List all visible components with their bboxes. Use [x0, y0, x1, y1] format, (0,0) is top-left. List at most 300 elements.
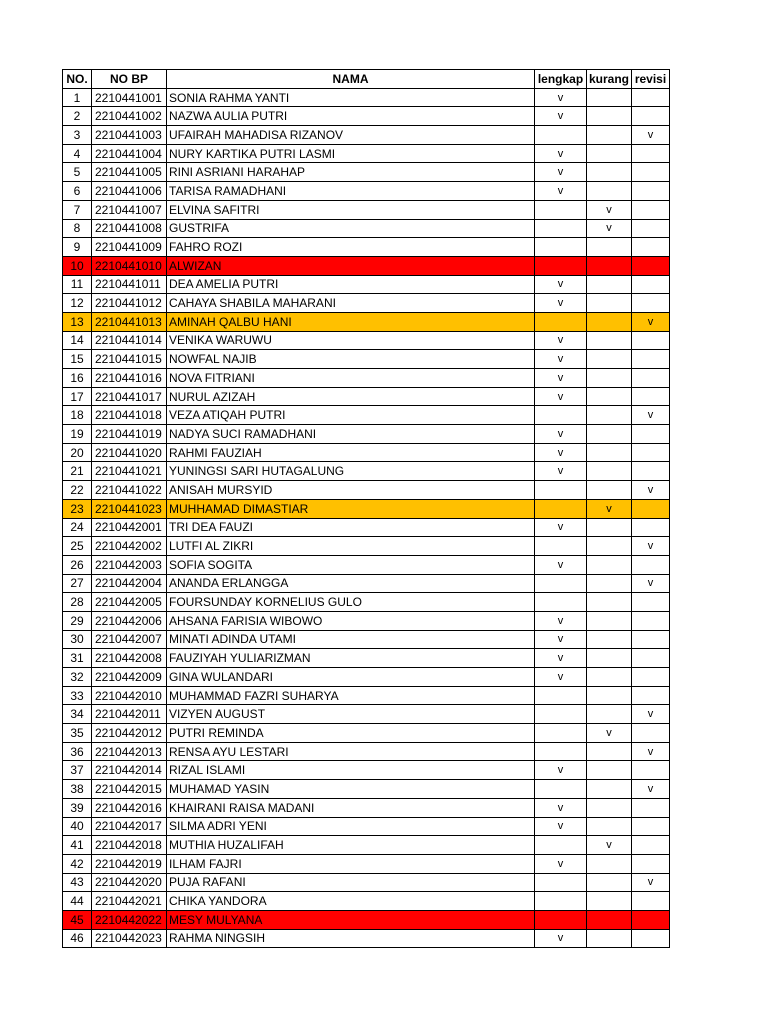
cell-lengkap: v [535, 649, 587, 668]
cell-no-bp: 2210441021 [92, 462, 167, 481]
cell-no-bp: 2210441001 [92, 88, 167, 107]
cell-lengkap [535, 836, 587, 855]
cell-kurang [587, 929, 632, 948]
cell-lengkap [535, 593, 587, 612]
cell-no: 35 [63, 724, 92, 743]
cell-nama: VIZYEN AUGUST [167, 705, 535, 724]
table-row [63, 873, 670, 892]
cell-revisi [632, 798, 670, 817]
cell-nama: TRI DEA FAUZI [167, 518, 535, 537]
cell-no: 6 [63, 182, 92, 201]
cell-revisi: v [632, 481, 670, 500]
cell-kurang: v [587, 499, 632, 518]
cell-kurang [587, 761, 632, 780]
cell-nama: DEA AMELIA PUTRI [167, 275, 535, 294]
cell-kurang [587, 238, 632, 257]
cell-no-bp: 2210442018 [92, 836, 167, 855]
cell-no-bp: 2210442007 [92, 630, 167, 649]
cell-lengkap [535, 910, 587, 929]
cell-revisi [632, 518, 670, 537]
cell-no: 45 [63, 910, 92, 929]
table-row [63, 312, 670, 331]
table-row [63, 668, 670, 687]
cell-lengkap: v [535, 798, 587, 817]
cell-kurang [587, 163, 632, 182]
cell-revisi [632, 686, 670, 705]
table-row [63, 686, 670, 705]
cell-nama: GINA WULANDARI [167, 668, 535, 687]
cell-nama: ANISAH MURSYID [167, 481, 535, 500]
cell-no: 27 [63, 574, 92, 593]
cell-no-bp: 2210441004 [92, 144, 167, 163]
cell-revisi [632, 275, 670, 294]
cell-kurang [587, 256, 632, 275]
cell-revisi [632, 88, 670, 107]
cell-nama: RINI ASRIANI HARAHAP [167, 163, 535, 182]
table-row [63, 499, 670, 518]
cell-lengkap: v [535, 88, 587, 107]
cell-no: 8 [63, 219, 92, 238]
cell-revisi [632, 724, 670, 743]
cell-kurang [587, 798, 632, 817]
cell-revisi [632, 350, 670, 369]
table-row [63, 294, 670, 313]
cell-kurang [587, 668, 632, 687]
table-row [63, 443, 670, 462]
cell-revisi [632, 910, 670, 929]
cell-no-bp: 2210442003 [92, 555, 167, 574]
cell-kurang: v [587, 219, 632, 238]
table-row [63, 593, 670, 612]
cell-nama: MESY MULYANA [167, 910, 535, 929]
cell-nama: NOVA FITRIANI [167, 369, 535, 388]
cell-nama: CAHAYA SHABILA MAHARANI [167, 294, 535, 313]
cell-lengkap: v [535, 611, 587, 630]
cell-no: 2 [63, 107, 92, 126]
cell-lengkap: v [535, 555, 587, 574]
cell-no: 1 [63, 88, 92, 107]
cell-no-bp: 2210442009 [92, 668, 167, 687]
cell-lengkap [535, 892, 587, 911]
header-no-bp: NO BP [92, 70, 167, 89]
cell-no-bp: 2210442016 [92, 798, 167, 817]
cell-no: 10 [63, 256, 92, 275]
table-row [63, 107, 670, 126]
cell-kurang [587, 331, 632, 350]
cell-kurang [587, 742, 632, 761]
cell-lengkap [535, 873, 587, 892]
cell-kurang [587, 462, 632, 481]
cell-kurang [587, 873, 632, 892]
cell-lengkap: v [535, 630, 587, 649]
cell-revisi: v [632, 780, 670, 799]
cell-nama: ANANDA ERLANGGA [167, 574, 535, 593]
cell-nama: AMINAH QALBU HANI [167, 312, 535, 331]
cell-nama: MUHHAMAD DIMASTIAR [167, 499, 535, 518]
header-no: NO. [63, 70, 92, 89]
cell-revisi: v [632, 705, 670, 724]
cell-lengkap [535, 742, 587, 761]
cell-lengkap [535, 499, 587, 518]
cell-no: 26 [63, 555, 92, 574]
table-row [63, 798, 670, 817]
cell-kurang [587, 611, 632, 630]
cell-kurang [587, 88, 632, 107]
table-row [63, 406, 670, 425]
cell-lengkap [535, 200, 587, 219]
cell-lengkap [535, 537, 587, 556]
cell-no: 29 [63, 611, 92, 630]
table-row [63, 182, 670, 201]
cell-no-bp: 2210442019 [92, 854, 167, 873]
table-row [63, 219, 670, 238]
cell-kurang [587, 686, 632, 705]
cell-no: 33 [63, 686, 92, 705]
cell-lengkap [535, 686, 587, 705]
cell-no: 23 [63, 499, 92, 518]
cell-lengkap: v [535, 854, 587, 873]
cell-nama: SONIA RAHMA YANTI [167, 88, 535, 107]
cell-no-bp: 2210442023 [92, 929, 167, 948]
cell-kurang [587, 294, 632, 313]
cell-no: 43 [63, 873, 92, 892]
cell-lengkap: v [535, 668, 587, 687]
cell-lengkap: v [535, 518, 587, 537]
table-row [63, 350, 670, 369]
cell-lengkap [535, 126, 587, 145]
cell-lengkap: v [535, 761, 587, 780]
cell-lengkap: v [535, 369, 587, 388]
cell-kurang [587, 406, 632, 425]
cell-no-bp: 2210441008 [92, 219, 167, 238]
cell-revisi [632, 294, 670, 313]
cell-kurang [587, 555, 632, 574]
cell-kurang [587, 312, 632, 331]
cell-nama: AHSANA FARISIA WIBOWO [167, 611, 535, 630]
cell-lengkap: v [535, 163, 587, 182]
cell-revisi [632, 107, 670, 126]
cell-no: 20 [63, 443, 92, 462]
cell-no-bp: 2210441002 [92, 107, 167, 126]
cell-lengkap: v [535, 443, 587, 462]
cell-kurang [587, 854, 632, 873]
table-row [63, 387, 670, 406]
cell-lengkap: v [535, 107, 587, 126]
cell-no-bp: 2210441023 [92, 499, 167, 518]
header-row [63, 70, 670, 89]
cell-no-bp: 2210441012 [92, 294, 167, 313]
table-row [63, 238, 670, 257]
cell-no-bp: 2210442021 [92, 892, 167, 911]
cell-no: 25 [63, 537, 92, 556]
cell-revisi [632, 182, 670, 201]
cell-revisi [632, 331, 670, 350]
cell-revisi [632, 817, 670, 836]
cell-revisi [632, 761, 670, 780]
table-row [63, 518, 670, 537]
cell-nama: RIZAL ISLAMI [167, 761, 535, 780]
cell-no: 13 [63, 312, 92, 331]
cell-no: 46 [63, 929, 92, 948]
cell-kurang [587, 910, 632, 929]
table-row [63, 88, 670, 107]
cell-nama: NURY KARTIKA PUTRI LASMI [167, 144, 535, 163]
cell-no: 31 [63, 649, 92, 668]
cell-kurang: v [587, 200, 632, 219]
cell-kurang [587, 144, 632, 163]
cell-no: 19 [63, 425, 92, 444]
cell-nama: UFAIRAH MAHADISA RIZANOV [167, 126, 535, 145]
table-row [63, 126, 670, 145]
cell-no-bp: 2210441014 [92, 331, 167, 350]
table-row [63, 574, 670, 593]
table-row [63, 481, 670, 500]
cell-revisi [632, 369, 670, 388]
cell-revisi: v [632, 574, 670, 593]
cell-nama: NADYA SUCI RAMADHANI [167, 425, 535, 444]
cell-nama: SOFIA SOGITA [167, 555, 535, 574]
cell-no: 37 [63, 761, 92, 780]
cell-no-bp: 2210441010 [92, 256, 167, 275]
table-row [63, 537, 670, 556]
cell-lengkap: v [535, 331, 587, 350]
cell-no-bp: 2210442002 [92, 537, 167, 556]
cell-nama: PUJA RAFANI [167, 873, 535, 892]
cell-revisi [632, 425, 670, 444]
table-row [63, 892, 670, 911]
cell-lengkap [535, 256, 587, 275]
cell-lengkap: v [535, 144, 587, 163]
cell-nama: CHIKA YANDORA [167, 892, 535, 911]
cell-revisi [632, 836, 670, 855]
cell-lengkap: v [535, 182, 587, 201]
table-row [63, 817, 670, 836]
cell-nama: VENIKA WARUWU [167, 331, 535, 350]
cell-no: 12 [63, 294, 92, 313]
cell-no-bp: 2210441016 [92, 369, 167, 388]
cell-lengkap [535, 780, 587, 799]
header-revisi: revisi [632, 70, 670, 89]
cell-no-bp: 2210442008 [92, 649, 167, 668]
cell-no-bp: 2210442015 [92, 780, 167, 799]
cell-no-bp: 2210441019 [92, 425, 167, 444]
cell-nama: YUNINGSI SARI HUTAGALUNG [167, 462, 535, 481]
table-row [63, 425, 670, 444]
cell-kurang [587, 350, 632, 369]
table-row [63, 780, 670, 799]
cell-nama: SILMA ADRI YENI [167, 817, 535, 836]
cell-no: 17 [63, 387, 92, 406]
cell-lengkap [535, 705, 587, 724]
cell-no: 14 [63, 331, 92, 350]
cell-no: 40 [63, 817, 92, 836]
cell-no: 7 [63, 200, 92, 219]
cell-no-bp: 2210441009 [92, 238, 167, 257]
cell-no-bp: 2210442011 [92, 705, 167, 724]
cell-no-bp: 2210441018 [92, 406, 167, 425]
table-row [63, 331, 670, 350]
cell-no-bp: 2210442022 [92, 910, 167, 929]
table-row [63, 929, 670, 948]
cell-no: 41 [63, 836, 92, 855]
cell-no: 4 [63, 144, 92, 163]
table-row [63, 275, 670, 294]
cell-nama: LUTFI AL ZIKRI [167, 537, 535, 556]
cell-nama: MINATI ADINDA UTAMI [167, 630, 535, 649]
cell-no: 3 [63, 126, 92, 145]
cell-no: 42 [63, 854, 92, 873]
cell-kurang [587, 481, 632, 500]
cell-kurang [587, 425, 632, 444]
cell-kurang [587, 182, 632, 201]
cell-revisi [632, 163, 670, 182]
cell-kurang [587, 537, 632, 556]
table-row [63, 910, 670, 929]
cell-revisi [632, 499, 670, 518]
header-lengkap: lengkap [535, 70, 587, 89]
table-row [63, 462, 670, 481]
table-row [63, 761, 670, 780]
cell-kurang [587, 593, 632, 612]
cell-no: 32 [63, 668, 92, 687]
cell-nama: RAHMA NINGSIH [167, 929, 535, 948]
cell-kurang [587, 630, 632, 649]
cell-kurang [587, 443, 632, 462]
cell-no: 30 [63, 630, 92, 649]
cell-no-bp: 2210442005 [92, 593, 167, 612]
cell-no-bp: 2210441022 [92, 481, 167, 500]
cell-revisi [632, 219, 670, 238]
cell-no: 9 [63, 238, 92, 257]
cell-kurang [587, 126, 632, 145]
cell-no: 5 [63, 163, 92, 182]
cell-no-bp: 2210441013 [92, 312, 167, 331]
cell-no: 24 [63, 518, 92, 537]
cell-nama: RENSA AYU LESTARI [167, 742, 535, 761]
cell-nama: FOURSUNDAY KORNELIUS GULO [167, 593, 535, 612]
cell-no: 15 [63, 350, 92, 369]
cell-nama: VEZA ATIQAH PUTRI [167, 406, 535, 425]
cell-lengkap [535, 219, 587, 238]
header-nama: NAMA [167, 70, 535, 89]
cell-nama: FAUZIYAH YULIARIZMAN [167, 649, 535, 668]
table-row [63, 836, 670, 855]
cell-nama: FAHRO ROZI [167, 238, 535, 257]
cell-kurang [587, 892, 632, 911]
cell-no: 18 [63, 406, 92, 425]
cell-lengkap: v [535, 462, 587, 481]
cell-no: 39 [63, 798, 92, 817]
cell-revisi [632, 200, 670, 219]
cell-no-bp: 2210441005 [92, 163, 167, 182]
cell-nama: TARISA RAMADHANI [167, 182, 535, 201]
cell-no: 44 [63, 892, 92, 911]
cell-kurang: v [587, 724, 632, 743]
cell-no-bp: 2210442020 [92, 873, 167, 892]
cell-kurang [587, 817, 632, 836]
cell-revisi: v [632, 312, 670, 331]
cell-revisi [632, 462, 670, 481]
cell-kurang [587, 369, 632, 388]
table-row [63, 611, 670, 630]
cell-kurang [587, 649, 632, 668]
cell-lengkap: v [535, 387, 587, 406]
cell-nama: NOWFAL NAJIB [167, 350, 535, 369]
cell-revisi [632, 387, 670, 406]
cell-nama: MUHAMAD YASIN [167, 780, 535, 799]
cell-lengkap: v [535, 350, 587, 369]
cell-revisi [632, 144, 670, 163]
cell-revisi [632, 892, 670, 911]
table-row [63, 724, 670, 743]
table-row [63, 163, 670, 182]
cell-kurang [587, 518, 632, 537]
header-kurang: kurang [587, 70, 632, 89]
cell-revisi: v [632, 406, 670, 425]
cell-no-bp: 2210441006 [92, 182, 167, 201]
cell-revisi [632, 238, 670, 257]
cell-no: 28 [63, 593, 92, 612]
cell-kurang [587, 705, 632, 724]
cell-no-bp: 2210441003 [92, 126, 167, 145]
cell-no-bp: 2210441015 [92, 350, 167, 369]
cell-lengkap: v [535, 275, 587, 294]
cell-kurang [587, 107, 632, 126]
table-row [63, 854, 670, 873]
cell-nama: NAZWA AULIA PUTRI [167, 107, 535, 126]
cell-kurang [587, 780, 632, 799]
student-table [62, 69, 670, 948]
table-row [63, 705, 670, 724]
cell-revisi: v [632, 742, 670, 761]
cell-nama: NURUL AZIZAH [167, 387, 535, 406]
cell-no-bp: 2210441017 [92, 387, 167, 406]
cell-nama: RAHMI FAUZIAH [167, 443, 535, 462]
table-body [63, 88, 670, 948]
cell-nama: KHAIRANI RAISA MADANI [167, 798, 535, 817]
cell-nama: ELVINA SAFITRI [167, 200, 535, 219]
cell-no-bp: 2210442004 [92, 574, 167, 593]
cell-lengkap: v [535, 294, 587, 313]
cell-kurang [587, 275, 632, 294]
cell-revisi [632, 668, 670, 687]
cell-revisi [632, 256, 670, 275]
cell-revisi: v [632, 873, 670, 892]
cell-kurang [587, 387, 632, 406]
cell-revisi [632, 443, 670, 462]
table-row [63, 200, 670, 219]
cell-no-bp: 2210441007 [92, 200, 167, 219]
cell-no-bp: 2210442010 [92, 686, 167, 705]
cell-revisi [632, 854, 670, 873]
cell-revisi [632, 929, 670, 948]
table-row [63, 256, 670, 275]
cell-lengkap: v [535, 425, 587, 444]
table-row [63, 649, 670, 668]
cell-lengkap [535, 481, 587, 500]
cell-revisi [632, 593, 670, 612]
cell-lengkap [535, 724, 587, 743]
table-row [63, 630, 670, 649]
cell-no: 34 [63, 705, 92, 724]
cell-lengkap [535, 238, 587, 257]
table-row [63, 144, 670, 163]
cell-lengkap [535, 574, 587, 593]
cell-no-bp: 2210442006 [92, 611, 167, 630]
cell-nama: ILHAM FAJRI [167, 854, 535, 873]
cell-revisi: v [632, 537, 670, 556]
cell-revisi [632, 630, 670, 649]
